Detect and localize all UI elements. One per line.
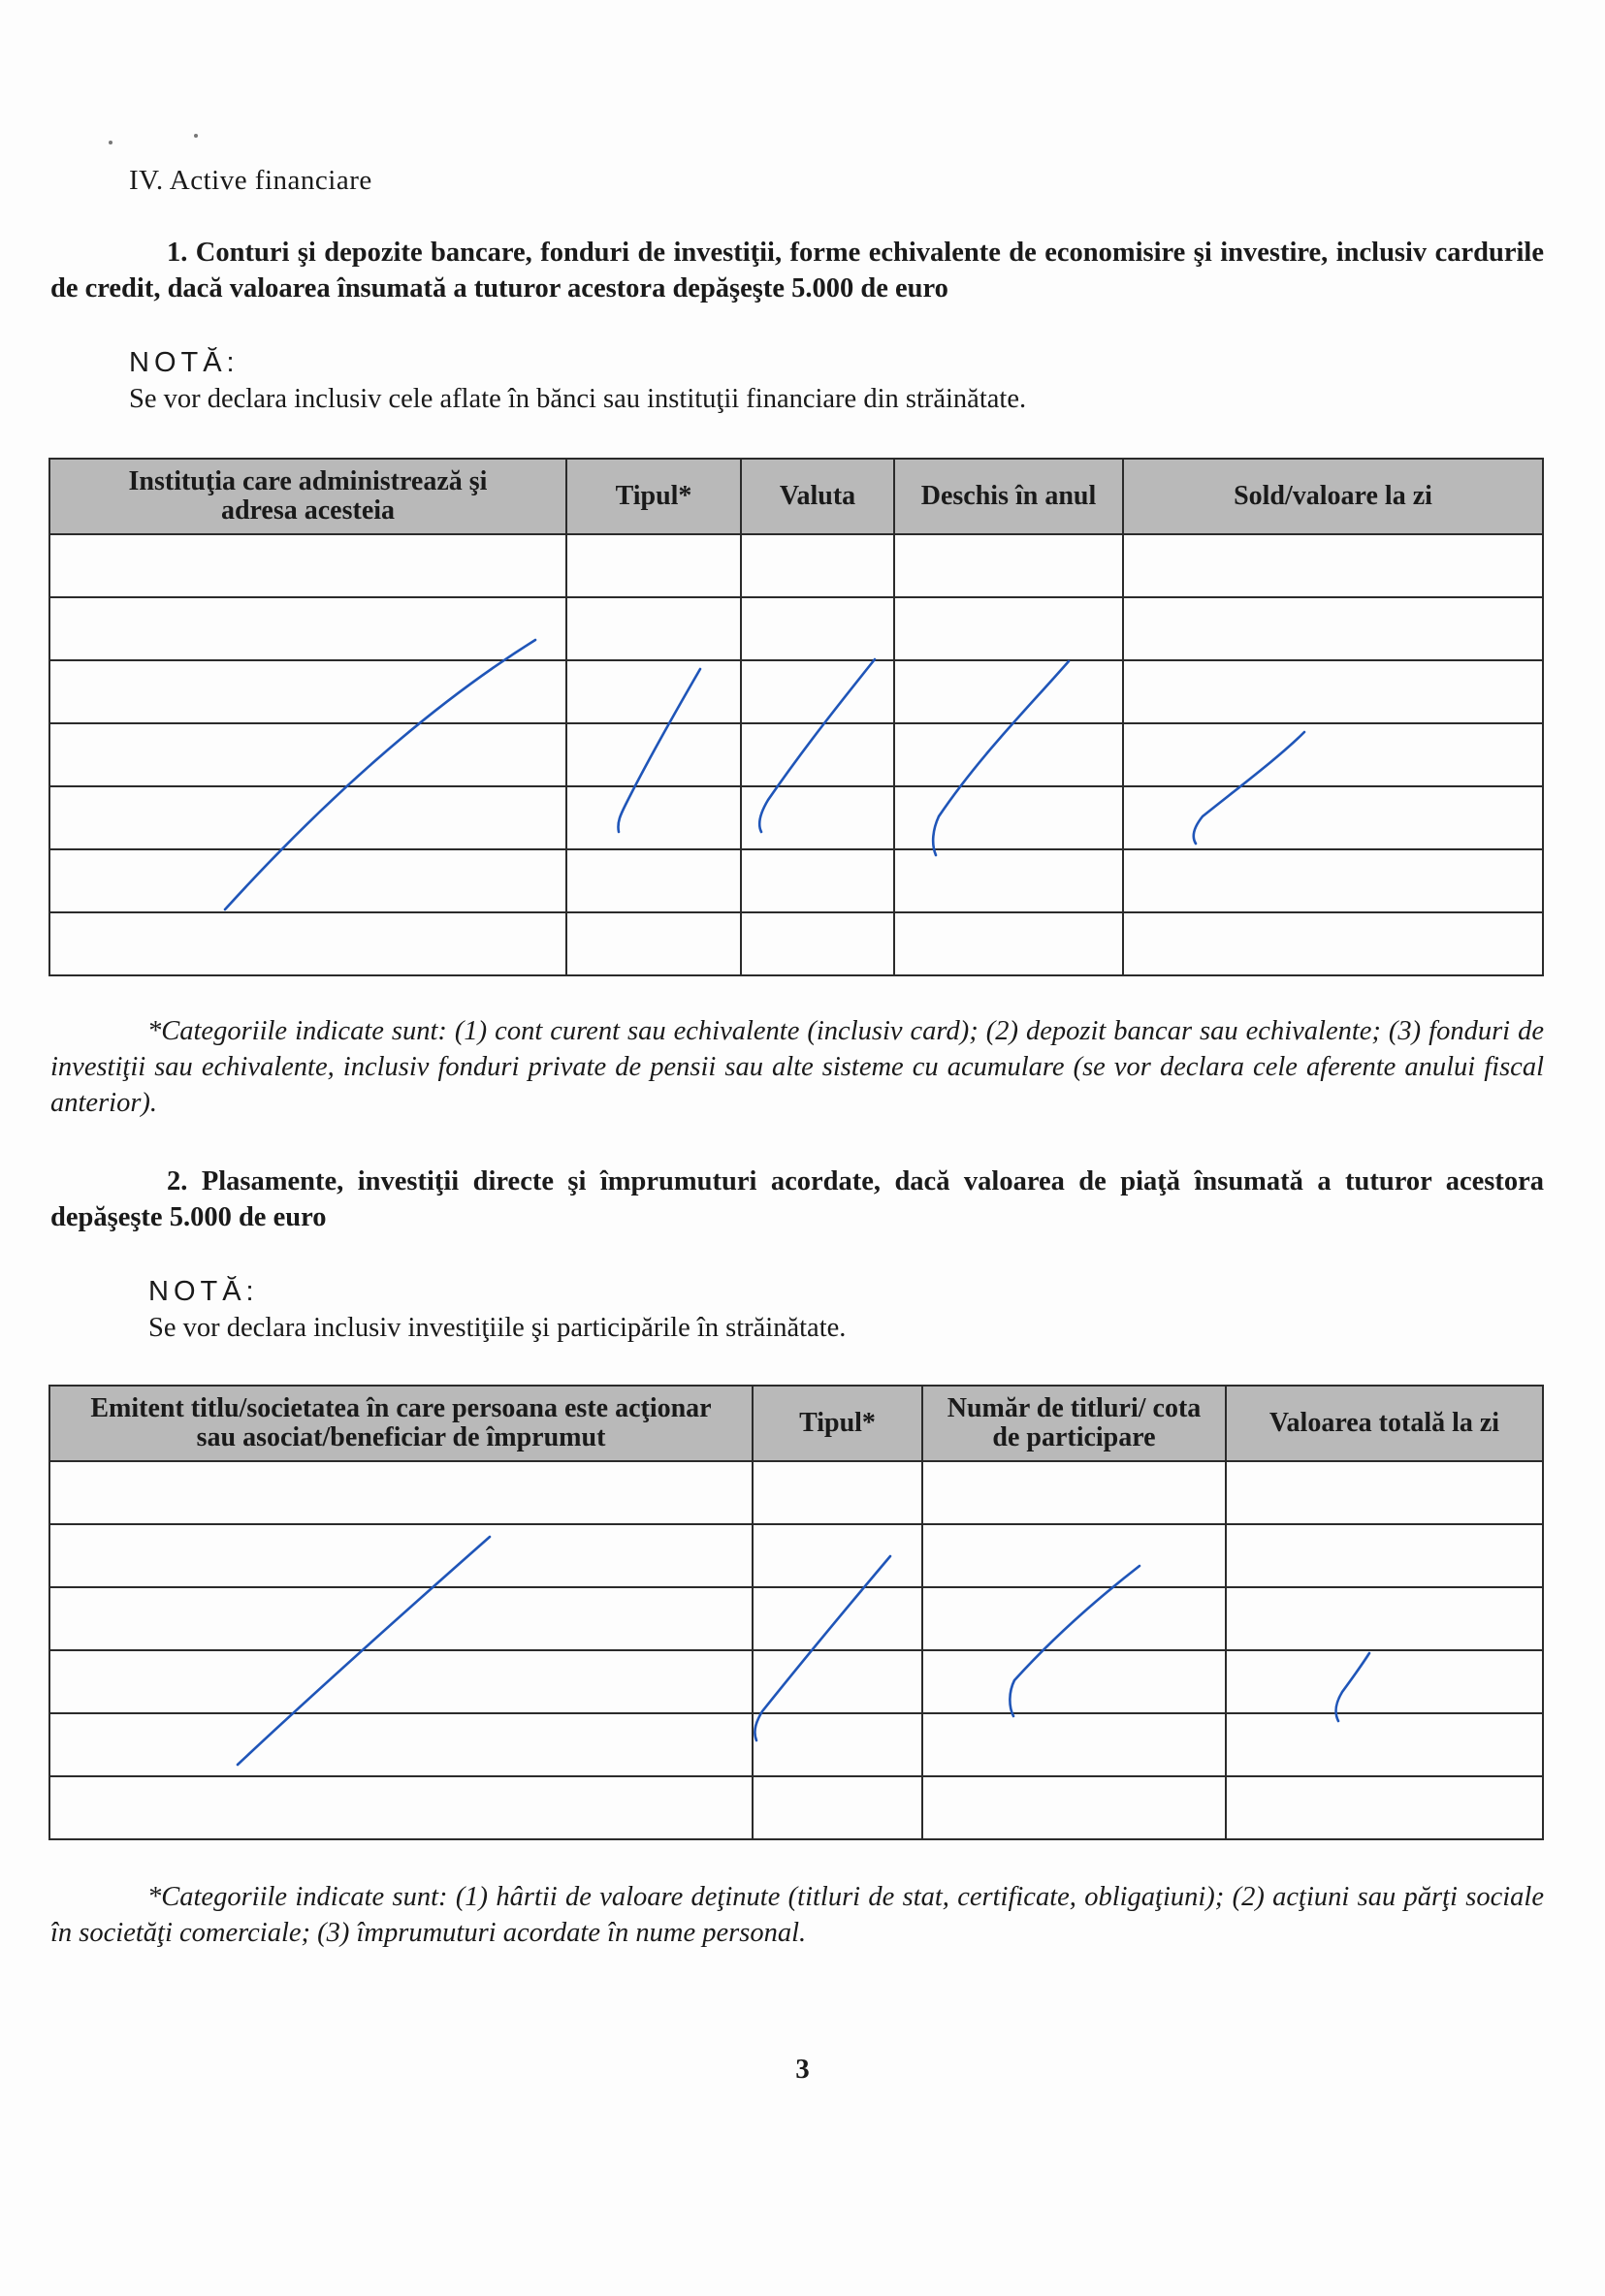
table-cell	[1226, 1650, 1543, 1713]
table-cell	[894, 912, 1123, 975]
table-row	[49, 1650, 1543, 1713]
col-header-type: Tipul*	[753, 1386, 922, 1461]
table-cell	[49, 849, 566, 912]
table-cell	[49, 534, 566, 597]
table-header-row	[49, 1386, 1543, 1461]
table-cell	[753, 1461, 922, 1524]
table-cell	[922, 1713, 1226, 1776]
col-header-issuer: Emitent titlu/societatea în care persoana este acţionar sau asociat/beneficiar de împrumut	[49, 1386, 753, 1461]
table-cell	[1226, 1776, 1543, 1839]
table-cell	[894, 534, 1123, 597]
table-cell	[894, 723, 1123, 786]
table-cell	[49, 597, 566, 660]
table-cell	[49, 1461, 753, 1524]
table-cell	[741, 660, 894, 723]
table-cell	[922, 1650, 1226, 1713]
table-row	[49, 1776, 1543, 1839]
investments-table	[48, 1385, 1544, 1840]
col-header-balance: Sold/valoare la zi	[1123, 459, 1543, 534]
col-header-institution: Instituţia care administrează şi adresa acesteia	[49, 459, 566, 534]
table-row	[49, 786, 1543, 849]
table-cell	[1123, 849, 1543, 912]
part1-footnote: *Categoriile indicate sunt: (1) cont curent sau echivalente (inclusiv card); (2) depozit bancar sau echivalente; (3) fonduri de investiţii sau echivalente, inclusiv fonduri private de pensii sau alte sisteme cu acumulare (se vor declara cele aferente anului fiscal anterior).	[50, 1016, 1544, 1118]
part2-nota-text: Se vor declara inclusiv investiţiile şi participările în străinătate.	[148, 1313, 847, 1343]
table-row	[49, 723, 1543, 786]
table-cell	[1123, 660, 1543, 723]
table-cell	[922, 1776, 1226, 1839]
table-cell	[1226, 1587, 1543, 1650]
table-cell	[566, 723, 741, 786]
table-cell	[49, 1524, 753, 1587]
table-cell	[894, 786, 1123, 849]
table-cell	[49, 1776, 753, 1839]
table-cell	[49, 786, 566, 849]
table-cell	[894, 597, 1123, 660]
part1-nota-text: Se vor declara inclusiv cele aflate în bănci sau instituţii financiare din străinătate.	[129, 384, 1027, 414]
table-cell	[753, 1650, 922, 1713]
table-cell	[753, 1713, 922, 1776]
col-header-total-value: Valoarea totală la zi	[1226, 1386, 1543, 1461]
table-row	[49, 1587, 1543, 1650]
table-cell	[49, 1650, 753, 1713]
col-header-currency: Valuta	[741, 459, 894, 534]
table-cell	[741, 849, 894, 912]
table-cell	[741, 597, 894, 660]
part2-nota-label: NOTĂ:	[148, 1276, 259, 1307]
table-header-row	[49, 459, 1543, 534]
table-cell	[741, 912, 894, 975]
table-row	[49, 1713, 1543, 1776]
table-cell	[741, 723, 894, 786]
table-row	[49, 660, 1543, 723]
part1-heading: 1. Conturi şi depozite bancare, fonduri de investiţii, forme echivalente de economisire şi investire, inclusiv cardurile de credit, dacă valoarea însumată a tuturor acestora depăşeşte 5.000 de euro	[50, 238, 1544, 303]
table-cell	[566, 660, 741, 723]
page-number: 3	[795, 2054, 810, 2085]
table-cell	[566, 534, 741, 597]
table-cell	[753, 1587, 922, 1650]
table-cell	[741, 786, 894, 849]
table-cell	[1123, 534, 1543, 597]
col-header-type: Tipul*	[566, 459, 741, 534]
table-row	[49, 1524, 1543, 1587]
table-row	[49, 534, 1543, 597]
table-cell	[49, 723, 566, 786]
table-cell	[566, 849, 741, 912]
table-cell	[922, 1524, 1226, 1587]
table-cell	[922, 1461, 1226, 1524]
table-row	[49, 1461, 1543, 1524]
table-cell	[566, 597, 741, 660]
section-title: IV. Active financiare	[129, 165, 372, 196]
table-cell	[1123, 597, 1543, 660]
table-cell	[1226, 1461, 1543, 1524]
table-cell	[894, 849, 1123, 912]
table-cell	[1123, 912, 1543, 975]
part1-nota-label: NOTĂ:	[129, 347, 240, 378]
table-cell	[1123, 786, 1543, 849]
table-row	[49, 849, 1543, 912]
table-cell	[566, 786, 741, 849]
part2-footnote: *Categoriile indicate sunt: (1) hârtii de valoare deţinute (titluri de stat, certificate, obligaţiuni); (2) acţiuni sau părţi sociale în societăţi comerciale; (3) împrumuturi acordate în nume personal.	[50, 1882, 1544, 1948]
col-header-securities-count: Număr de titluri/ cota de participare	[922, 1386, 1226, 1461]
table-cell	[49, 660, 566, 723]
accounts-table	[48, 458, 1544, 976]
table-cell	[922, 1587, 1226, 1650]
table-row	[49, 597, 1543, 660]
table-cell	[753, 1524, 922, 1587]
table-cell	[1226, 1524, 1543, 1587]
table-cell	[1226, 1713, 1543, 1776]
table-cell	[49, 1713, 753, 1776]
scan-speck	[194, 134, 198, 138]
table-cell	[1123, 723, 1543, 786]
col-header-opened-year: Deschis în anul	[894, 459, 1123, 534]
scan-speck	[109, 141, 112, 144]
table-cell	[741, 534, 894, 597]
part2-heading: 2. Plasamente, investiţii directe şi împrumuturi acordate, dacă valoarea de piaţă însumată a tuturor acestora depăşeşte 5.000 de euro	[50, 1166, 1544, 1232]
table-cell	[49, 912, 566, 975]
table-row	[49, 912, 1543, 975]
table-cell	[566, 912, 741, 975]
table-cell	[753, 1776, 922, 1839]
table-cell	[49, 1587, 753, 1650]
table-cell	[894, 660, 1123, 723]
